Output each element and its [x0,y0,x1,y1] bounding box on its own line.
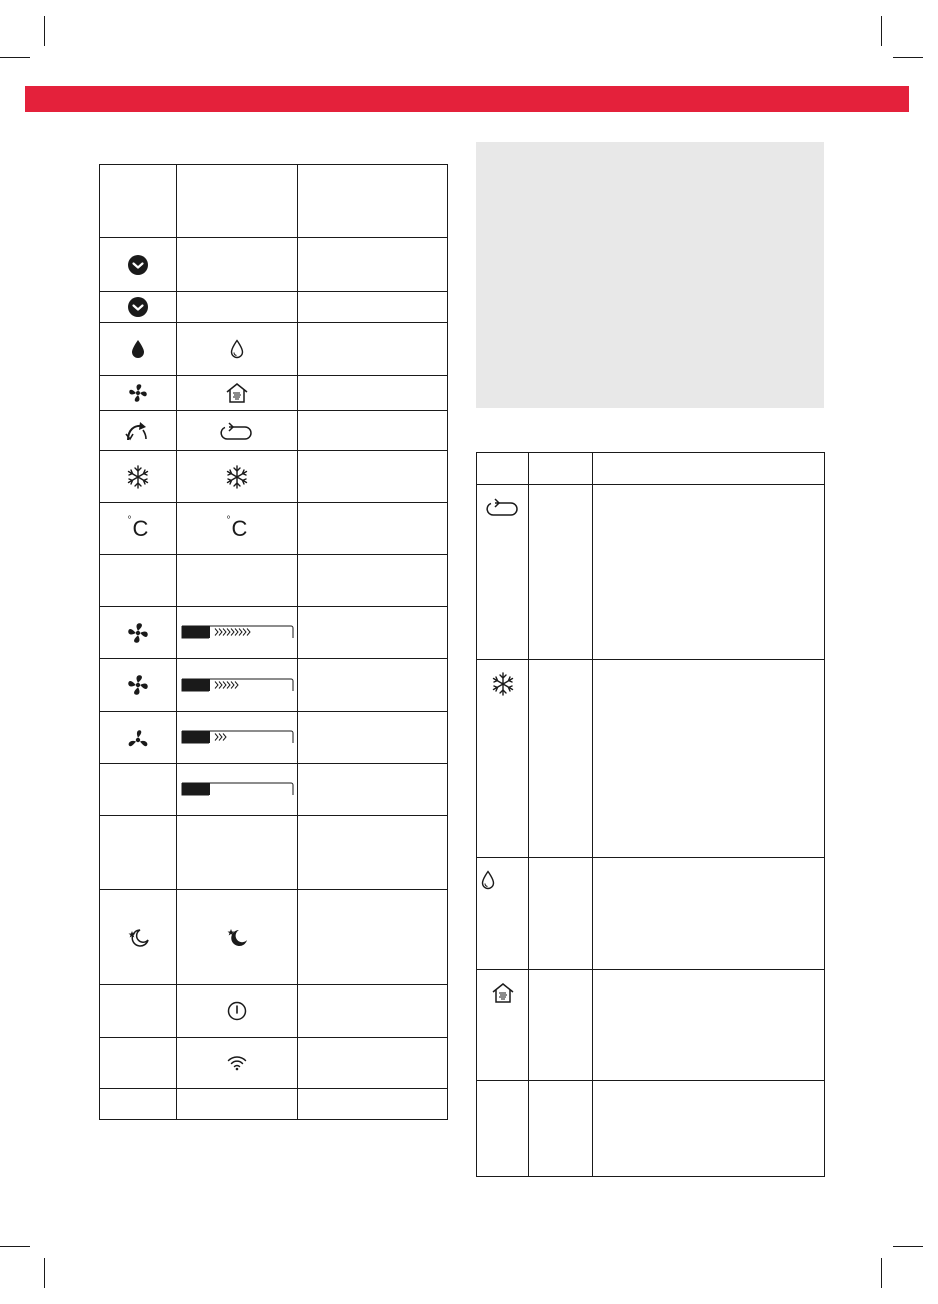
speed-chevron [227,629,230,636]
celsius-letter: C [231,515,248,541]
crop-mark [44,16,45,46]
fan-speed-bar [181,625,294,639]
crop-mark [893,57,923,58]
modes-table [476,452,825,1177]
degree-symbol: ° [226,514,231,526]
table-cell [298,890,448,985]
table-cell [298,323,448,376]
table-cell [298,451,448,503]
speed-chevron [215,734,218,741]
table-header-row [477,453,825,485]
table-row [100,411,448,451]
celsius-icon [226,514,248,541]
power-icon [227,1001,247,1021]
speed-chevron [227,681,230,688]
speed-chevron [235,629,238,636]
fan-medium-icon [126,673,150,697]
speed-chevron [239,629,242,636]
note-panel [476,142,824,408]
speed-bar-block [182,731,210,743]
table-cell [298,238,448,292]
drop-outline-icon [230,339,244,359]
speed-chevron [219,629,222,636]
table-row [100,985,448,1038]
speed-chevron [231,681,234,688]
table-row [477,485,825,660]
table-cell [298,411,448,451]
table-cell [298,292,448,323]
wifi-icon [227,1055,247,1071]
crop-mark [44,1258,45,1288]
crop-mark [0,1246,30,1247]
table-cell [298,503,448,555]
table-cell [298,985,448,1038]
table-row [100,292,448,323]
speed-chevron [243,629,246,636]
speed-chevron [223,734,226,741]
table-row [477,660,825,858]
fan-icon [127,382,149,404]
table-row [100,555,448,607]
speed-chevron [215,681,218,688]
celsius-letter: C [132,515,149,541]
table-row [100,451,448,503]
loop-icon [219,421,255,441]
speed-chevron [247,629,250,636]
table-row [100,1038,448,1089]
table-cell [298,555,448,607]
crop-mark [893,1246,923,1247]
drop-filled-icon [131,339,145,359]
speed-chevron [219,734,222,741]
speed-bar-block [182,679,210,691]
speed-chevron [223,681,226,688]
table-cell [298,764,448,816]
table-row [100,323,448,376]
degree-symbol: ° [127,514,132,526]
table-row [100,816,448,890]
house-fan-icon [491,982,515,1004]
celsius-icon [127,514,149,541]
crop-mark [0,57,30,58]
table-row [100,503,448,555]
table-row [100,764,448,816]
loop-icon [485,497,521,517]
table-row [100,238,448,292]
display-symbols-table [99,164,448,1120]
speed-chevron [223,629,226,636]
table-cell [298,1038,448,1089]
speed-chevron [215,629,218,636]
table-cell [298,659,448,712]
table-cell [298,607,448,659]
speed-chevron [231,629,234,636]
crop-mark [881,1258,882,1288]
fan-low-icon [126,727,150,749]
table-row [100,607,448,659]
speed-bar-block [182,783,210,795]
table-row [477,970,825,1081]
table-row [477,1081,825,1177]
clock-icon [128,255,148,275]
table-cell [298,1089,448,1120]
fan-speed-bar [181,730,294,744]
table-cell [298,816,448,890]
table-row [100,1089,448,1120]
house-fan-icon [225,382,249,404]
table-cell [298,376,448,411]
header-accent-bar [25,86,909,112]
table-row [477,858,825,970]
sleep-icon [225,926,249,948]
sleep-icon [126,926,150,948]
speed-chevron [219,681,222,688]
auto-swing-icon [124,420,152,442]
snowflake-icon [225,465,249,489]
drop-outline-icon [481,870,495,890]
fan-speed-bar [181,678,294,692]
table-cell [298,712,448,764]
table-header-row [100,165,448,238]
table-row [100,376,448,411]
speed-chevron [235,681,238,688]
crop-mark [881,16,882,46]
table-row [100,890,448,985]
snowflake-icon [126,465,150,489]
table-row [100,712,448,764]
table-row [100,659,448,712]
snowflake-icon [491,672,515,696]
clock-icon [128,297,148,317]
fan-speed-bar [181,782,294,796]
speed-bar-block [182,626,210,638]
fan-high-icon [126,621,150,645]
